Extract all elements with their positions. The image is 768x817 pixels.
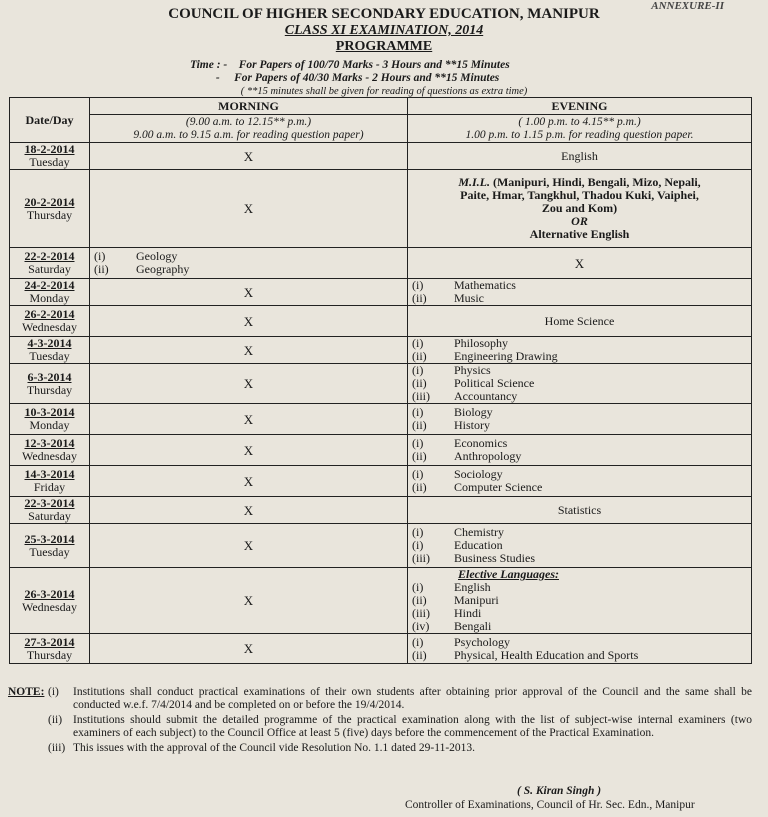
morning-cell: X [90,466,408,497]
evening-cell: (i) Economics (ii) Anthropology [408,435,752,466]
schedule-row [10,364,752,404]
date-cell: 14-3-2014 Friday [10,466,90,497]
note-label: NOTE: [8,686,45,698]
evening-cell: Elective Languages: (i) English (ii) Manipuri (iii) Hindi (iv) Bengali [408,568,752,634]
evening-cell: (i) Chemistry (i) Education (iii) Business Studies [408,524,752,568]
date-cell: 10-3-2014 Monday [10,404,90,435]
morning-timing: (9.00 a.m. to 12.15** p.m.) 9.00 a.m. to 9.15 a.m. for reading question paper) [90,115,408,143]
note-item: (ii) Institutions should submit the detailed programme of the practical examination along with the list of subject-wise internal examiners (two examiners of each subject) to the Council Office at least 5 (five) days before the commencement of the Practical Examination. [48,714,752,739]
morning-cell: X [90,634,408,664]
schedule-row [10,497,752,524]
schedule-row [10,170,752,248]
date-cell: 20-2-2014 Thursday [10,170,90,248]
evening-cell: (i) Sociology (ii) Computer Science [408,466,752,497]
evening-cell: Home Science [408,306,752,337]
evening-cell: Statistics [408,497,752,524]
morning-cell: X [90,170,408,248]
annexure-label: ANNEXURE-II [651,0,724,12]
date-cell: 25-3-2014 Tuesday [10,524,90,568]
morning-cell: (i) Geology (ii) Geography [90,248,408,279]
schedule-table [9,97,752,664]
date-cell: 24-2-2014 Monday [10,279,90,306]
date-cell: 6-3-2014 Thursday [10,364,90,404]
morning-cell: X [90,404,408,435]
schedule-row [10,435,752,466]
council-title: COUNCIL OF HIGHER SECONDARY EDUCATION, MANIPUR [168,6,600,22]
evening-cell: (i) Physics (ii) Political Science (iii) Accountancy [408,364,752,404]
signatory-name: ( S. Kiran Singh ) [517,785,602,797]
morning-cell: X [90,497,408,524]
evening-cell: (i) Psychology (ii) Physical, Health Education and Sports [408,634,752,664]
schedule-row [10,404,752,435]
header-morning: MORNING [90,98,408,115]
evening-cell: (i) Biology (ii) History [408,404,752,435]
time-info [190,59,510,85]
evening-timing: ( 1.00 p.m. to 4.15** p.m.) 1.00 p.m. to 1.15 p.m. for reading question paper. [408,115,752,143]
schedule-row [10,634,752,664]
reading-time-note: ( **15 minutes shall be given for reading of questions as extra time) [240,86,528,97]
programme-title: PROGRAMME [335,39,433,54]
evening-cell: X [408,248,752,279]
morning-cell: X [90,364,408,404]
date-cell: 18-2-2014 Tuesday [10,143,90,170]
morning-cell: X [90,143,408,170]
morning-cell: X [90,435,408,466]
morning-cell: X [90,279,408,306]
morning-cell: X [90,306,408,337]
schedule-row [10,143,752,170]
morning-cell: X [90,524,408,568]
note-item: NOTE: (i) Institutions shall conduct practical examinations of their own students after obtaining prior approval of the Council and the same shall be conducted w.e.f. 7/4/2014 and be completed on or before the 19/4/2014. [8,686,752,711]
schedule-row [10,248,752,279]
evening-cell: (i) Philosophy (ii) Engineering Drawing [408,337,752,364]
time-line-2: For Papers of 40/30 Marks - 2 Hours and **15 Minutes [234,72,500,84]
signatory-title: Controller of Examinations, Council of Hr. Sec. Edn., Manipur [405,799,695,811]
notes-section [8,686,752,755]
schedule-row [10,337,752,364]
date-cell: 4-3-2014 Tuesday [10,337,90,364]
schedule-row [10,306,752,337]
exam-title: CLASS XI EXAMINATION, 2014 [284,23,484,38]
date-cell: 22-3-2014 Saturday [10,497,90,524]
morning-cell: X [90,337,408,364]
date-cell: 27-3-2014 Thursday [10,634,90,664]
evening-cell: English [408,143,752,170]
evening-cell: M.I.L. (Manipuri, Hindi, Bengali, Mizo, Nepali, Paite, Hmar, Tangkhul, Thadou Kuki, Vaiphei, Zou and Kom) OR Alternative English [408,170,752,248]
date-cell: 12-3-2014 Wednesday [10,435,90,466]
evening-cell: (i) Mathematics (ii) Music [408,279,752,306]
schedule-row [10,524,752,568]
schedule-row [10,466,752,497]
morning-cell: X [90,568,408,634]
time-dash: - [215,72,220,84]
date-cell: 26-2-2014 Wednesday [10,306,90,337]
note-item: (iii) This issues with the approval of the Council vide Resolution No. 1.1 dated 29-11-2013. [48,742,476,754]
header-evening: EVENING [408,98,752,115]
schedule-row [10,279,752,306]
time-line-1: For Papers of 100/70 Marks - 3 Hours and **15 Minutes [238,59,510,71]
date-cell: 22-2-2014 Saturday [10,248,90,279]
schedule-row [10,568,752,634]
header-date-day: Date/Day [10,98,90,143]
date-cell: 26-3-2014 Wednesday [10,568,90,634]
time-label: Time : - [190,59,228,71]
